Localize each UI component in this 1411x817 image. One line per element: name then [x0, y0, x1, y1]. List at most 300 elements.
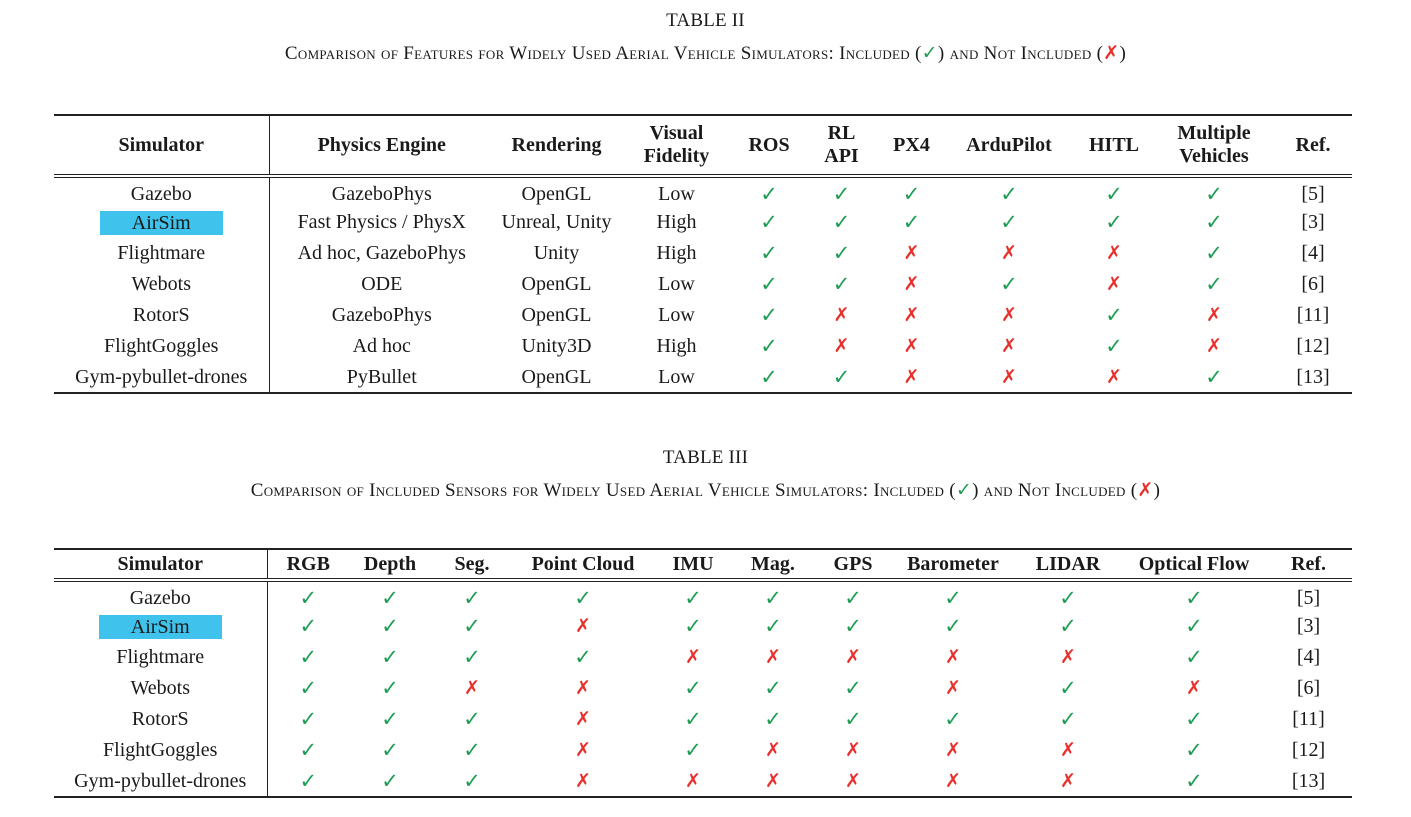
cross-icon: ✗ [575, 677, 591, 699]
check-icon: ✓ [1105, 182, 1123, 206]
table-row [54, 176, 1352, 207]
check-icon: ✓ [1185, 768, 1203, 793]
cross-icon: ✗ [765, 769, 781, 792]
sensor-cell [813, 580, 893, 611]
sensor-cell [1013, 766, 1123, 797]
table-row [54, 362, 1352, 393]
sensor-cell [653, 642, 733, 673]
table-row [54, 580, 1352, 611]
table2-header-cell [54, 115, 269, 176]
check-icon: ✓ [574, 645, 592, 669]
check-icon: ✓ [760, 303, 778, 327]
sensor-cell [1123, 673, 1265, 704]
sensor-cell [349, 642, 431, 673]
check-icon: ✓ [1185, 614, 1203, 638]
feature-cell [944, 300, 1074, 331]
feature-cell [944, 331, 1074, 362]
cross-icon: ✗ [1186, 677, 1202, 699]
feature-cell [1154, 176, 1274, 207]
sensor-cell [813, 642, 893, 673]
table2-header-cell [269, 115, 494, 176]
sensor-cell [1013, 611, 1123, 642]
check-icon: ✓ [463, 707, 481, 731]
sensor-cell [893, 673, 1013, 704]
feature-cell [734, 300, 804, 331]
check-icon: ✓ [921, 42, 938, 64]
check-icon: ✓ [832, 272, 851, 296]
sensor-cell [1123, 642, 1265, 673]
sensor-cell [513, 673, 653, 704]
ref-cell: [12] [1296, 335, 1330, 357]
table2-header-cell [619, 115, 734, 176]
check-icon: ✓ [684, 614, 702, 638]
table-row [54, 207, 1352, 238]
table2-features [54, 114, 1352, 394]
table-row [54, 766, 1352, 797]
check-icon: ✓ [684, 738, 702, 762]
cross-icon: ✗ [1103, 42, 1120, 64]
sensor-cell [431, 735, 513, 766]
table3-header-cell: LIDAR [1013, 549, 1123, 580]
feature-cell [1154, 362, 1274, 393]
simulator-cell [54, 269, 269, 300]
sensor-cell [733, 766, 813, 797]
sensor-cell [733, 580, 813, 611]
table3-header-cell: Mag. [733, 549, 813, 580]
simulator-cell [54, 176, 269, 207]
cross-icon: ✗ [845, 739, 861, 761]
ref-cell: [3] [1301, 211, 1325, 233]
check-icon: ✓ [1000, 272, 1018, 296]
cross-icon: ✗ [575, 739, 591, 761]
fidelity-cell: High [656, 242, 697, 264]
table-row [54, 269, 1352, 300]
simulator-name: AirSim [100, 211, 223, 235]
cross-icon: ✗ [1106, 242, 1122, 264]
sensor-cell [349, 673, 431, 704]
table-row [54, 735, 1352, 766]
sensor-cell [1123, 704, 1265, 735]
check-icon: ✓ [299, 645, 318, 669]
sensor-cell [813, 735, 893, 766]
simulator-name: Webots [130, 677, 190, 699]
feature-cell [734, 207, 804, 238]
table3-header-cell: Seg. [431, 549, 513, 580]
sensor-cell [349, 735, 431, 766]
table2-header-cell [944, 115, 1074, 176]
table3-header-cell: RGB [267, 549, 349, 580]
cross-icon: ✗ [1206, 304, 1222, 326]
check-icon: ✓ [1185, 585, 1203, 610]
sensor-cell [653, 611, 733, 642]
sensor-cell [1013, 735, 1123, 766]
table3-header-cell: Depth [349, 549, 431, 580]
header-text: PX4 [893, 133, 930, 156]
table3-caption-suffix: ) [1153, 480, 1161, 501]
check-icon: ✓ [832, 210, 851, 234]
sensor-cell [431, 642, 513, 673]
check-icon: ✓ [684, 585, 702, 610]
sensor-cell [813, 673, 893, 704]
physics-cell: Ad hoc [352, 335, 411, 357]
check-icon: ✓ [1185, 707, 1203, 731]
table-row [54, 673, 1352, 704]
check-icon: ✓ [760, 210, 778, 234]
table2-header-cell [734, 115, 804, 176]
cross-icon: ✗ [1001, 304, 1017, 326]
simulator-cell [54, 735, 267, 766]
header-text: Visual [649, 122, 704, 144]
sensor-cell [1123, 611, 1265, 642]
feature-cell [879, 176, 944, 207]
table-row [54, 331, 1352, 362]
sensor-cell [349, 580, 431, 611]
check-icon: ✓ [764, 676, 782, 700]
check-icon: ✓ [760, 182, 778, 206]
table2-header-cell [879, 115, 944, 176]
rendering-cell: OpenGL [521, 183, 592, 205]
cross-icon: ✗ [903, 365, 920, 388]
ref-cell: [13] [1291, 769, 1326, 792]
cross-icon: ✗ [464, 677, 480, 699]
check-icon: ✓ [381, 614, 399, 638]
feature-cell [734, 176, 804, 207]
feature-cell [804, 362, 879, 393]
sensor-cell [431, 766, 513, 797]
simulator-name: Gym-pybullet-drones [74, 769, 247, 792]
cross-icon: ✗ [945, 769, 961, 792]
check-icon: ✓ [944, 585, 962, 610]
feature-cell [879, 207, 944, 238]
cross-icon: ✗ [1106, 365, 1122, 388]
fidelity-cell: High [656, 211, 697, 233]
sensor-cell [813, 704, 893, 735]
check-icon: ✓ [844, 585, 862, 610]
simulator-cell [54, 611, 267, 642]
cross-icon: ✗ [1137, 479, 1154, 501]
fidelity-cell: Low [658, 365, 695, 388]
cross-icon: ✗ [845, 646, 861, 668]
header-text: Rendering [511, 133, 602, 156]
simulator-cell [54, 300, 269, 331]
feature-cell [734, 269, 804, 300]
check-icon: ✓ [944, 707, 962, 731]
check-icon: ✓ [844, 707, 862, 731]
table3-header-cell: Barometer [893, 549, 1013, 580]
table-row [54, 704, 1352, 735]
table3-header-cell: IMU [653, 549, 733, 580]
table3-sensors [54, 548, 1352, 798]
cross-icon: ✗ [945, 646, 961, 668]
feature-cell [944, 207, 1074, 238]
physics-cell: GazeboPhys [331, 304, 432, 326]
simulator-name: Flightmare [117, 242, 206, 264]
feature-cell [1074, 238, 1154, 269]
check-icon: ✓ [463, 585, 481, 610]
ref-cell: [11] [1296, 304, 1330, 326]
table-row [54, 611, 1352, 642]
fidelity-cell: Low [658, 304, 695, 326]
sensor-cell [893, 704, 1013, 735]
cross-icon: ✗ [575, 615, 591, 637]
table3-caption [0, 479, 1411, 502]
cross-icon: ✗ [845, 769, 861, 792]
sensor-cell [267, 673, 349, 704]
feature-cell [1154, 269, 1274, 300]
check-icon: ✓ [1185, 645, 1203, 669]
header-text: Fidelity [643, 145, 710, 167]
sensor-cell [1123, 735, 1265, 766]
sensor-cell [733, 704, 813, 735]
sensor-cell [349, 766, 431, 797]
cross-icon: ✗ [1001, 335, 1017, 357]
feature-cell [734, 331, 804, 362]
sensor-cell [653, 704, 733, 735]
sensor-cell [813, 766, 893, 797]
cross-icon: ✗ [575, 708, 591, 730]
feature-cell [1074, 176, 1154, 207]
header-text: API [824, 145, 859, 167]
table2-header-cell [494, 115, 619, 176]
check-icon: ✓ [760, 241, 778, 265]
check-icon: ✓ [381, 768, 399, 793]
check-icon: ✓ [299, 768, 318, 793]
table2-header-cell [1154, 115, 1274, 176]
simulator-cell [54, 673, 267, 704]
check-icon: ✓ [1000, 182, 1018, 206]
feature-cell [879, 238, 944, 269]
table2-header-cell [1274, 115, 1352, 176]
table-row [54, 300, 1352, 331]
feature-cell [1154, 300, 1274, 331]
check-icon: ✓ [299, 738, 318, 762]
check-icon: ✓ [764, 585, 782, 610]
sensor-cell [513, 766, 653, 797]
sensor-cell [431, 673, 513, 704]
sensor-cell [267, 642, 349, 673]
ref-cell: [13] [1296, 365, 1330, 388]
check-icon: ✓ [844, 614, 862, 638]
feature-cell [734, 238, 804, 269]
feature-cell [804, 331, 879, 362]
check-icon: ✓ [832, 182, 851, 206]
sensor-cell [893, 766, 1013, 797]
sensor-cell [893, 642, 1013, 673]
simulator-cell [54, 331, 269, 362]
simulator-cell [54, 580, 267, 611]
check-icon: ✓ [381, 585, 399, 610]
check-icon: ✓ [902, 182, 921, 206]
feature-cell [944, 362, 1074, 393]
check-icon: ✓ [902, 210, 921, 234]
sensor-cell [733, 673, 813, 704]
header-text: Multiple [1177, 122, 1251, 144]
check-icon: ✓ [944, 614, 962, 638]
physics-cell: PyBullet [346, 365, 417, 388]
sensor-cell [267, 611, 349, 642]
feature-cell [1074, 362, 1154, 393]
check-icon: ✓ [764, 614, 782, 638]
ref-cell: [4] [1296, 646, 1321, 668]
sensor-cell [431, 611, 513, 642]
feature-cell [879, 300, 944, 331]
sensor-cell [733, 735, 813, 766]
check-icon: ✓ [574, 585, 592, 610]
sensor-cell [1013, 642, 1123, 673]
header-text: Vehicles [1179, 145, 1249, 167]
sensor-cell [653, 673, 733, 704]
simulator-name: FlightGoggles [103, 739, 218, 761]
check-icon: ✓ [463, 768, 481, 793]
cross-icon: ✗ [765, 646, 781, 668]
ref-cell: [4] [1301, 242, 1325, 264]
sensor-cell [513, 611, 653, 642]
sensor-cell [513, 735, 653, 766]
physics-cell: Fast Physics / PhysX [297, 211, 466, 233]
feature-cell [944, 176, 1074, 207]
header-text: Ref. [1295, 133, 1331, 156]
header-text: Physics Engine [317, 133, 446, 156]
fidelity-cell: Low [658, 273, 695, 295]
check-icon: ✓ [844, 676, 862, 700]
feature-cell [1074, 331, 1154, 362]
header-text: Simulator [118, 133, 205, 156]
ref-cell: [5] [1296, 586, 1321, 609]
check-icon: ✓ [764, 707, 782, 731]
sensor-cell [431, 580, 513, 611]
sensor-cell [893, 611, 1013, 642]
check-icon: ✓ [684, 676, 702, 700]
check-icon: ✓ [1059, 585, 1077, 610]
sensor-cell [267, 735, 349, 766]
feature-cell [1154, 207, 1274, 238]
cross-icon: ✗ [945, 677, 961, 699]
cross-icon: ✗ [1206, 335, 1222, 357]
feature-cell [1154, 238, 1274, 269]
header-text: ArduPilot [966, 133, 1052, 156]
cross-icon: ✗ [1060, 646, 1076, 668]
rendering-cell: OpenGL [521, 365, 592, 388]
cross-icon: ✗ [1060, 769, 1076, 792]
physics-cell: GazeboPhys [331, 183, 432, 205]
feature-cell [1074, 269, 1154, 300]
feature-cell [804, 176, 879, 207]
table-row [54, 238, 1352, 269]
ref-cell: [3] [1296, 615, 1321, 637]
simulator-name: FlightGoggles [104, 335, 219, 357]
cross-icon: ✗ [685, 769, 701, 792]
table3-header-cell: Simulator [54, 549, 267, 580]
sensor-cell [893, 735, 1013, 766]
simulator-name: RotorS [132, 304, 190, 326]
table2-caption-suffix: ) [1119, 43, 1127, 64]
ref-cell: [6] [1301, 273, 1325, 295]
sensor-cell [733, 611, 813, 642]
check-icon: ✓ [463, 614, 481, 638]
sensor-cell [733, 642, 813, 673]
cross-icon: ✗ [903, 242, 920, 264]
simulator-cell [54, 766, 267, 797]
sensor-cell [653, 580, 733, 611]
sensor-cell [267, 704, 349, 735]
feature-cell [879, 331, 944, 362]
simulator-name: Gazebo [129, 586, 191, 609]
feature-cell [879, 269, 944, 300]
check-icon: ✓ [299, 676, 318, 700]
ref-cell: [12] [1291, 739, 1326, 761]
check-icon: ✓ [1205, 272, 1223, 296]
check-icon: ✓ [1105, 303, 1123, 327]
feature-cell [1154, 331, 1274, 362]
table3-header-cell: Ref. [1265, 549, 1352, 580]
check-icon: ✓ [1059, 676, 1077, 700]
sensor-cell [1123, 766, 1265, 797]
check-icon: ✓ [1059, 707, 1077, 731]
check-icon: ✓ [299, 707, 318, 731]
sensor-cell [513, 642, 653, 673]
simulator-name: AirSim [99, 615, 222, 639]
rendering-cell: Unreal, Unity [501, 211, 612, 233]
feature-cell [1074, 300, 1154, 331]
table3-header-row [54, 549, 1352, 580]
cross-icon: ✗ [1106, 273, 1122, 295]
cross-icon: ✗ [1001, 242, 1017, 264]
check-icon: ✓ [760, 272, 778, 296]
check-icon: ✓ [1000, 210, 1018, 234]
sensor-cell [349, 704, 431, 735]
check-icon: ✓ [1105, 210, 1123, 234]
rendering-cell: Unity3D [521, 335, 592, 357]
check-icon: ✓ [1205, 241, 1223, 265]
sensor-cell [893, 580, 1013, 611]
simulator-cell [54, 238, 269, 269]
cross-icon: ✗ [903, 335, 920, 357]
header-text: HITL [1088, 133, 1140, 156]
table3-caption-middle: ) and Not Included ( [972, 480, 1138, 501]
feature-cell [879, 362, 944, 393]
sensor-cell [653, 735, 733, 766]
feature-cell [734, 362, 804, 393]
table2-caption [0, 42, 1411, 65]
check-icon: ✓ [1059, 614, 1077, 638]
sensor-cell [513, 580, 653, 611]
sensor-cell [1013, 704, 1123, 735]
simulator-cell [54, 642, 267, 673]
rendering-cell: OpenGL [521, 304, 592, 326]
table3-header-cell: Optical Flow [1123, 549, 1265, 580]
fidelity-cell: Low [658, 183, 695, 205]
physics-cell: ODE [361, 273, 403, 295]
cross-icon: ✗ [685, 646, 701, 668]
table2-caption-prefix: Comparison of Features for Widely Used Aerial Vehicle Simulators: Included ( [284, 43, 922, 64]
check-icon: ✓ [381, 676, 399, 700]
table-row [54, 642, 1352, 673]
check-icon: ✓ [1205, 182, 1223, 206]
sensor-cell [267, 766, 349, 797]
check-icon: ✓ [832, 364, 851, 389]
check-icon: ✓ [299, 585, 318, 610]
table3-label: TABLE III [662, 447, 749, 468]
cross-icon: ✗ [1060, 739, 1076, 761]
check-icon: ✓ [463, 645, 481, 669]
sensor-cell [1123, 580, 1265, 611]
simulator-cell [54, 207, 269, 238]
check-icon: ✓ [381, 738, 399, 762]
sensor-cell [653, 766, 733, 797]
check-icon: ✓ [299, 614, 318, 638]
simulator-name: RotorS [131, 708, 189, 730]
sensor-cell [513, 704, 653, 735]
